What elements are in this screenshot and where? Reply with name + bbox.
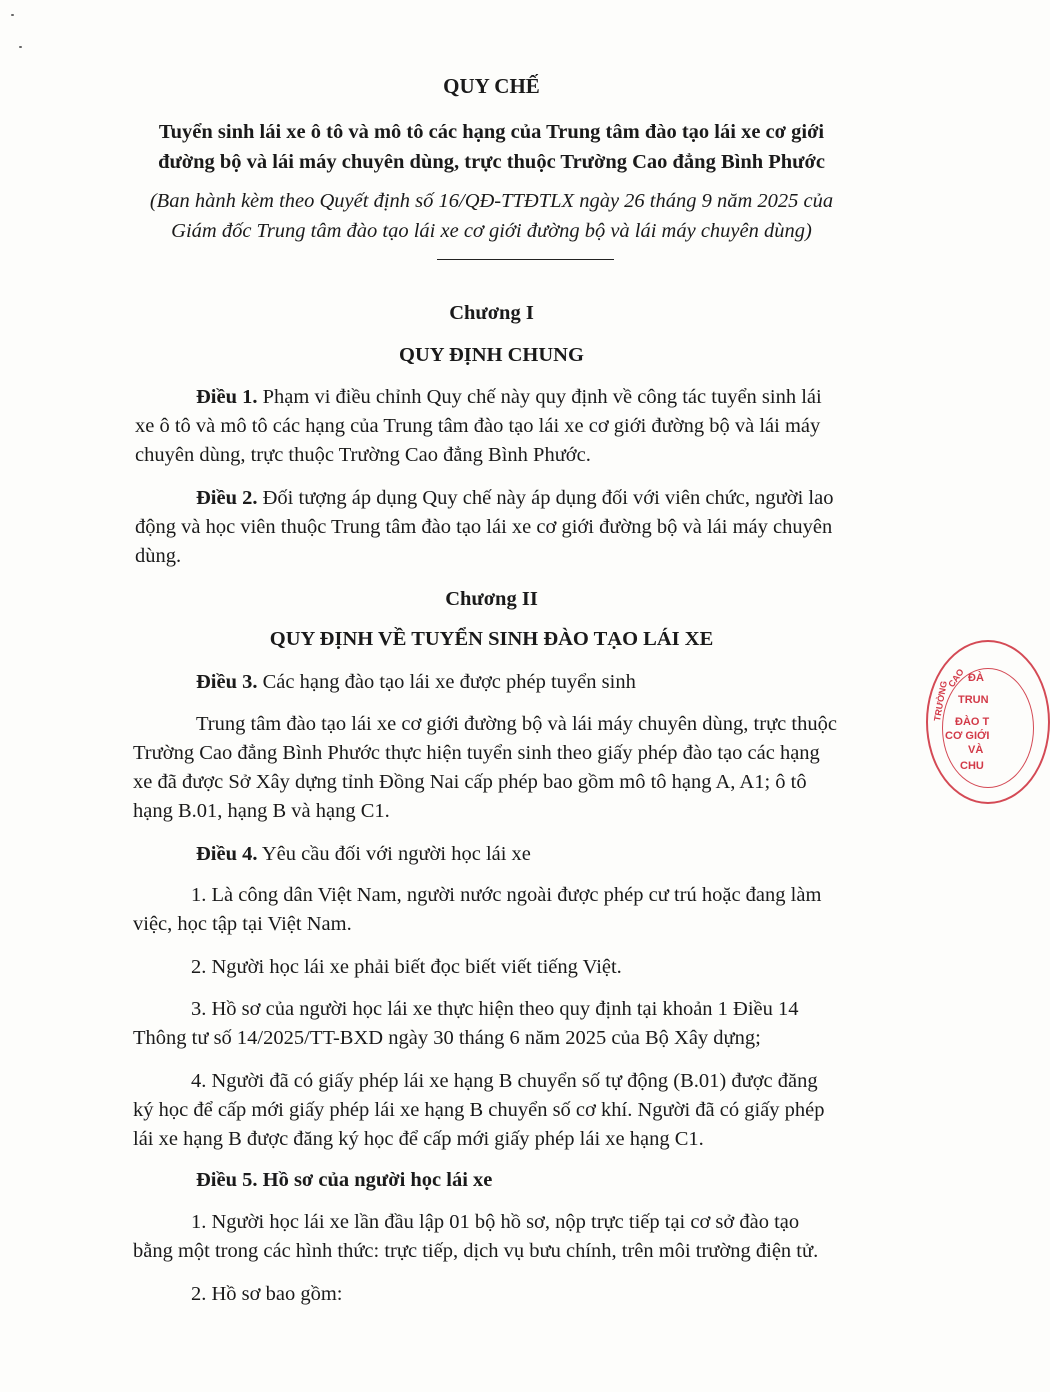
seal-text: ĐÀO T <box>955 716 990 728</box>
article-3-para-line-1: Trung tâm đào tạo lái xe cơ giới đường bộ và lái máy chuyên dùng, trực thuộc <box>196 713 837 735</box>
seal-text: ĐÀ <box>968 672 984 684</box>
article-5-item-1-line-1: 1. Người học lái xe lần đầu lập 01 bộ hồ sơ, nộp trực tiếp tại cơ sở đào tạo <box>191 1211 800 1233</box>
issuance-note-line-2: Giám đốc Trung tâm đào tạo lái xe cơ giới đường bộ và lái máy chuyên dùng) <box>171 220 812 242</box>
article-3-para-line-2: Trường Cao đẳng Bình Phước thực hiện tuyển sinh theo giấy phép đào tạo các hạng <box>133 742 820 764</box>
article-3-para-line-4: hạng B.01, hạng B và hạng C1. <box>133 800 390 822</box>
seal-text: CHU <box>960 760 984 772</box>
article-1-line-2: xe ô tô và mô tô các hạng của Trung tâm đào tạo lái xe cơ giới đường bộ và lái máy <box>135 415 821 437</box>
scan-speck <box>19 46 22 48</box>
article-2-line-3: dùng. <box>135 545 182 567</box>
chapter-1-title: QUY ĐỊNH CHUNG <box>399 344 584 366</box>
title-divider <box>437 259 614 260</box>
chapter-2-title: QUY ĐỊNH VỀ TUYỂN SINH ĐÀO TẠO LÁI XE <box>269 628 714 650</box>
issuance-note-line-1: (Ban hành kèm theo Quyết định số 16/QĐ-TTĐTLX ngày 26 tháng 9 năm 2025 của <box>149 190 834 212</box>
chapter-2-label: Chương II <box>445 588 538 610</box>
article-4-heading-line: Điều 4. Yêu cầu đối với người học lái xe <box>196 843 531 865</box>
seal-text: VÀ <box>968 744 984 756</box>
chapter-1-label: Chương I <box>449 302 534 324</box>
seal-text: CƠ GIỚI <box>945 730 990 742</box>
article-5-item-2: 2. Hồ sơ bao gồm: <box>191 1283 343 1305</box>
article-2-heading: Điều 2. <box>196 487 258 509</box>
seal-text: TRUN <box>958 694 989 706</box>
article-4-item-1-line-1: 1. Là công dân Việt Nam, người nước ngoài được phép cư trú hoặc đang làm <box>191 884 822 906</box>
seal-text: CAO <box>946 666 966 690</box>
article-3-heading: Điều 3. <box>196 671 258 693</box>
article-2-line-1: Điều 2. Đối tượng áp dụng Quy chế này áp dụng đối với viên chức, người lao <box>196 487 834 509</box>
article-2-line-2: động và học viên thuộc Trung tâm đào tạo lái xe cơ giới đường bộ và lái máy chuyên <box>135 516 833 538</box>
article-4-item-4-line-2: ký học để cấp mới giấy phép lái xe hạng B chuyển số cơ khí. Người đã có giấy phép <box>133 1099 825 1121</box>
seal-text: TRƯỜNG <box>931 680 949 722</box>
article-3-heading-line: Điều 3. Các hạng đào tạo lái xe được phép tuyển sinh <box>196 671 636 693</box>
article-4-item-3-line-1: 3. Hồ sơ của người học lái xe thực hiện theo quy định tại khoản 1 Điều 14 <box>191 998 799 1020</box>
document-subtitle-line-1: Tuyển sinh lái xe ô tô và mô tô các hạng của Trung tâm đào tạo lái xe cơ giới <box>158 121 825 143</box>
document-subtitle-line-2: đường bộ và lái máy chuyên dùng, trực thuộc Trường Cao đẳng Bình Phước <box>158 151 825 173</box>
article-4-heading: Điều 4. <box>196 843 258 865</box>
article-4-item-4-line-1: 4. Người đã có giấy phép lái xe hạng B chuyển số tự động (B.01) được đăng <box>191 1070 818 1092</box>
article-5-heading: Điều 5. Hồ sơ của người học lái xe <box>196 1169 493 1191</box>
article-4-item-1-line-2: việc, học tập tại Việt Nam. <box>133 913 352 935</box>
article-4-item-3-line-2: Thông tư số 14/2025/TT-BXD ngày 30 tháng 6 năm 2025 của Bộ Xây dựng; <box>133 1027 761 1049</box>
article-4-item-4-line-3: lái xe hạng B được đăng ký học để cấp mới giấy phép lái xe hạng C1. <box>133 1128 704 1150</box>
article-3-para-line-3: xe đã được Sở Xây dựng tỉnh Đồng Nai cấp phép bao gồm mô tô hạng A, A1; ô tô <box>133 771 807 793</box>
article-1-heading: Điều 1. <box>196 386 258 408</box>
article-1-line-3: chuyên dùng, trực thuộc Trường Cao đẳng Bình Phước. <box>135 444 591 466</box>
article-5-item-1-line-2: bằng một trong các hình thức: trực tiếp, dịch vụ bưu chính, trên môi trường điện tử. <box>133 1240 819 1262</box>
article-1-line-1: Điều 1. Phạm vi điều chỉnh Quy chế này quy định về công tác tuyển sinh lái <box>196 386 822 408</box>
document-title: QUY CHẾ <box>443 74 540 98</box>
scan-speck <box>11 14 14 16</box>
article-4-item-2: 2. Người học lái xe phải biết đọc biết viết tiếng Việt. <box>191 956 622 978</box>
